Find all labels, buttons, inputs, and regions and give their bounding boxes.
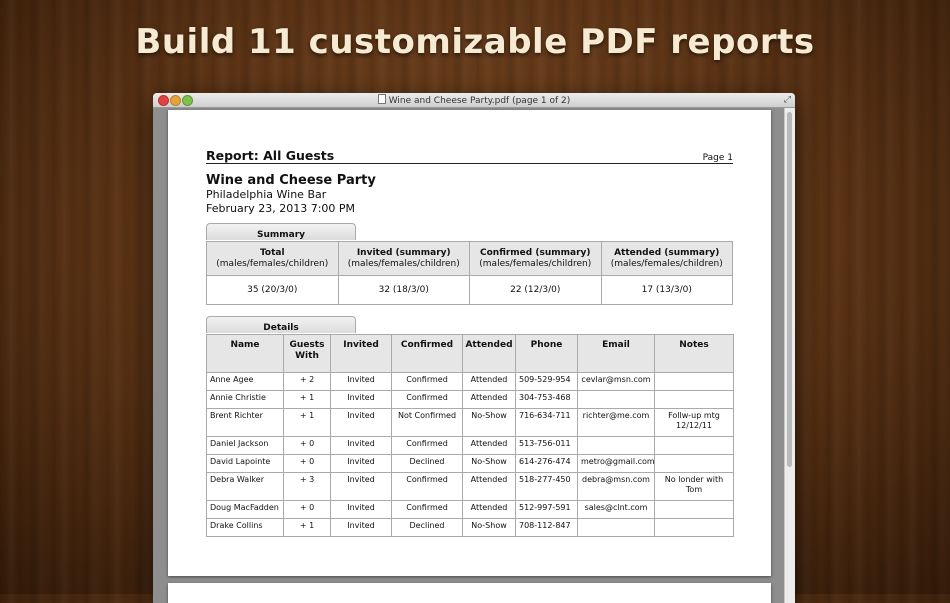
col-header-notes: Notes — [655, 335, 734, 373]
details-tab: Details — [206, 316, 356, 333]
event-datetime: February 23, 2013 7:00 PM — [206, 202, 356, 215]
cell-notes — [655, 391, 734, 409]
col-header-phone: Phone — [516, 335, 578, 373]
col-header-name: Name — [207, 335, 284, 373]
cell-phone: 513-756-011 — [516, 437, 578, 455]
cell-email: sales@clnt.com — [578, 501, 655, 519]
cell-invited: Invited — [331, 473, 392, 501]
cell-attended: Attended — [463, 473, 516, 501]
window-title — [153, 94, 795, 106]
summary-header-row — [207, 242, 733, 276]
summary-value-invited: 32 (18/3/0) — [338, 276, 470, 305]
cell-invited: Invited — [331, 455, 392, 473]
cell-name: Brent Richter — [207, 409, 284, 437]
details-body — [207, 373, 734, 537]
cell-email — [578, 437, 655, 455]
cell-email: richter@me.com — [578, 409, 655, 437]
cell-guests-with: + 0 — [284, 455, 331, 473]
summary-value-confirmed: 22 (12/3/0) — [470, 276, 602, 305]
pdf-document-icon — [378, 94, 386, 104]
cell-phone: 512-997-591 — [516, 501, 578, 519]
event-venue: Philadelphia Wine Bar — [206, 188, 327, 201]
cell-confirmed: Declined — [392, 519, 463, 537]
cell-phone: 518-277-450 — [516, 473, 578, 501]
report-content — [206, 148, 733, 537]
table-row — [207, 473, 734, 501]
cell-attended: Attended — [463, 373, 516, 391]
cell-confirmed: Confirmed — [392, 373, 463, 391]
cell-notes — [655, 519, 734, 537]
cell-attended: Attended — [463, 391, 516, 409]
pdf-preview-window — [153, 93, 795, 603]
cell-invited: Invited — [331, 373, 392, 391]
cell-name: Drake Collins — [207, 519, 284, 537]
cell-guests-with: + 1 — [284, 409, 331, 437]
pdf-page-2 — [168, 583, 771, 603]
summary-value-total: 35 (20/3/0) — [207, 276, 339, 305]
table-row — [207, 373, 734, 391]
summary-header: Confirmed (summary) (males/females/children) — [470, 242, 602, 276]
cell-email: cevlar@msn.com — [578, 373, 655, 391]
cell-notes: Follw-up mtg 12/12/11 — [655, 409, 734, 437]
cell-guests-with: + 2 — [284, 373, 331, 391]
cell-phone: 708-112-847 — [516, 519, 578, 537]
cell-notes: No londer with Tom — [655, 473, 734, 501]
pdf-page-1 — [168, 110, 771, 576]
cell-guests-with: + 1 — [284, 391, 331, 409]
summary-tab: Summary — [206, 223, 356, 240]
summary-header: Invited (summary) (males/females/children) — [338, 242, 470, 276]
cell-email: debra@msn.com — [578, 473, 655, 501]
summary-table — [206, 241, 733, 305]
cell-attended: No-Show — [463, 409, 516, 437]
cell-attended: No-Show — [463, 519, 516, 537]
cell-guests-with: + 1 — [284, 519, 331, 537]
cell-attended: Attended — [463, 437, 516, 455]
cell-email: metro@gmail.com — [578, 455, 655, 473]
summary-value-attended: 17 (13/3/0) — [601, 276, 733, 305]
cell-name: David Lapointe — [207, 455, 284, 473]
cell-invited: Invited — [331, 409, 392, 437]
cell-name: Annie Christie — [207, 391, 284, 409]
col-header-email: Email — [578, 335, 655, 373]
window-title-text: Wine and Cheese Party.pdf (page 1 of 2) — [388, 96, 571, 106]
summary-header: Attended (summary) (males/females/children) — [601, 242, 733, 276]
details-header-row — [207, 335, 734, 373]
scrollbar-thumb[interactable] — [787, 112, 792, 467]
cell-email — [578, 519, 655, 537]
cell-name: Doug MacFadden — [207, 501, 284, 519]
col-header-confirmed: Confirmed — [392, 335, 463, 373]
cell-confirmed: Confirmed — [392, 437, 463, 455]
window-titlebar[interactable] — [153, 93, 795, 108]
col-header-attended: Attended — [463, 335, 516, 373]
cell-invited: Invited — [331, 391, 392, 409]
vertical-scrollbar[interactable] — [784, 108, 795, 603]
cell-confirmed: Declined — [392, 455, 463, 473]
table-row — [207, 437, 734, 455]
table-row — [207, 391, 734, 409]
cell-name: Anne Agee — [207, 373, 284, 391]
cell-invited: Invited — [331, 519, 392, 537]
col-header-guests-with: Guests With — [284, 335, 331, 373]
cell-attended: No-Show — [463, 455, 516, 473]
table-row — [207, 455, 734, 473]
summary-value-row — [207, 276, 733, 305]
table-row — [207, 501, 734, 519]
cell-attended: Attended — [463, 501, 516, 519]
cell-email — [578, 391, 655, 409]
cell-confirmed: Confirmed — [392, 391, 463, 409]
cell-notes — [655, 437, 734, 455]
cell-invited: Invited — [331, 501, 392, 519]
cell-guests-with: + 3 — [284, 473, 331, 501]
cell-confirmed: Not Confirmed — [392, 409, 463, 437]
summary-header: Total (males/females/children) — [207, 242, 339, 276]
cell-name: Daniel Jackson — [207, 437, 284, 455]
cell-notes — [655, 455, 734, 473]
cell-guests-with: + 0 — [284, 501, 331, 519]
table-row — [207, 409, 734, 437]
cell-phone: 716-634-711 — [516, 409, 578, 437]
cell-confirmed: Confirmed — [392, 501, 463, 519]
cell-phone: 304-753-468 — [516, 391, 578, 409]
cell-invited: Invited — [331, 437, 392, 455]
cell-notes — [655, 501, 734, 519]
cell-phone: 509-529-954 — [516, 373, 578, 391]
col-header-invited: Invited — [331, 335, 392, 373]
report-header — [206, 148, 733, 164]
page-number: Page 1 — [702, 153, 733, 163]
cell-confirmed: Confirmed — [392, 473, 463, 501]
report-title: Report: All Guests — [206, 148, 335, 163]
headline: Build 11 customizable PDF reports — [135, 22, 815, 62]
cell-phone: 614-276-474 — [516, 455, 578, 473]
details-table — [206, 334, 734, 537]
cell-guests-with: + 0 — [284, 437, 331, 455]
cell-name: Debra Walker — [207, 473, 284, 501]
cell-notes — [655, 373, 734, 391]
table-row — [207, 519, 734, 537]
fullscreen-icon[interactable]: ⤢ — [783, 95, 791, 105]
event-name: Wine and Cheese Party — [206, 173, 376, 188]
